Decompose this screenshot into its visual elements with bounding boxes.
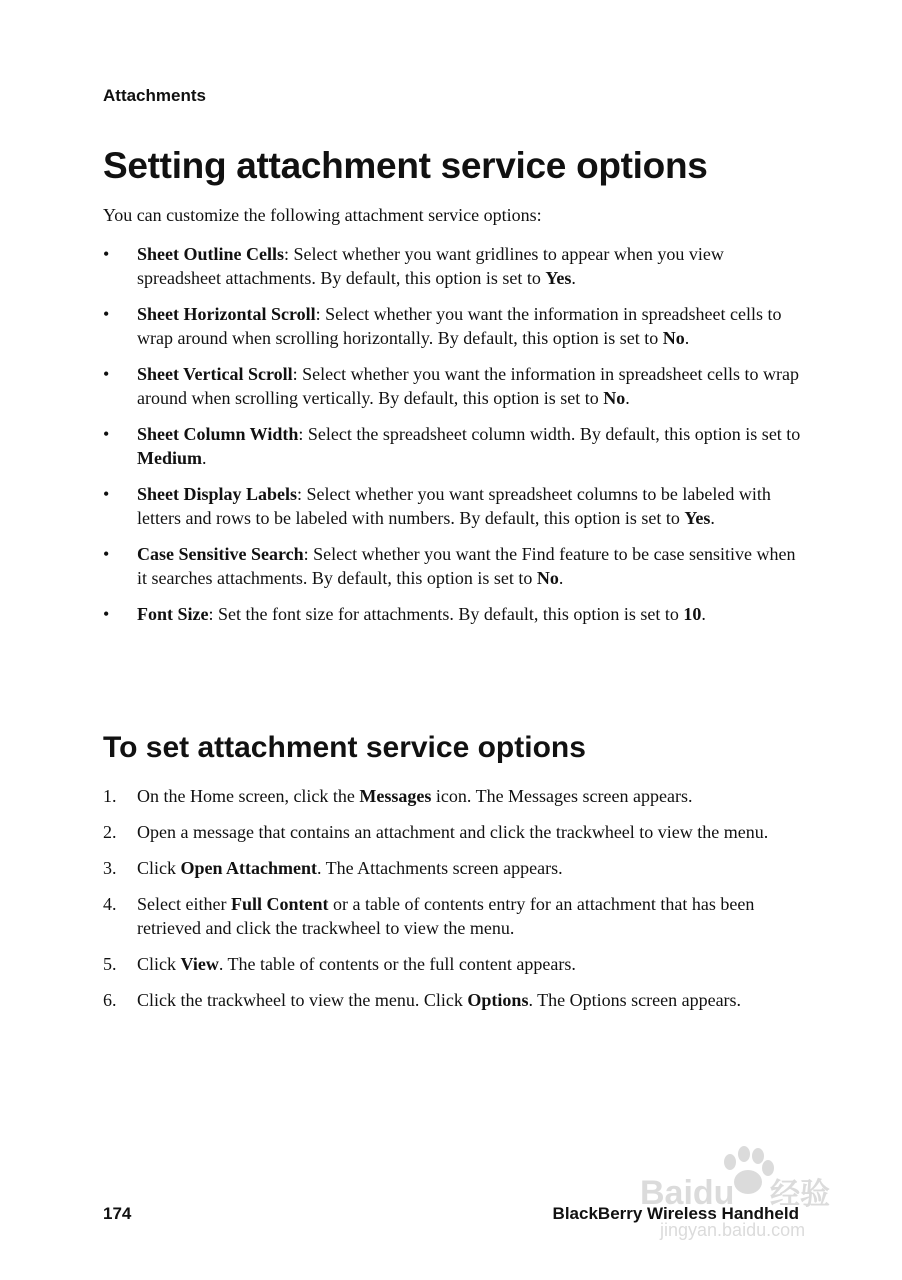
option-description: : Select whether you want spreadsheet columns to be labeled with letters and rows to be labeled with numbers. By default, this option is set to xyxy=(137,484,771,528)
step-item xyxy=(103,784,803,808)
step-ui-term: View xyxy=(180,954,219,974)
punctuation: . xyxy=(625,388,630,408)
step-text: . The table of contents or the full content appears. xyxy=(218,954,576,974)
step-text: On the Home screen, click the xyxy=(137,786,360,806)
punctuation: . xyxy=(701,604,706,624)
option-description: : Select whether you want gridlines to appear when you view spreadsheet attachments. By default, this option is set to xyxy=(137,244,724,288)
watermark-suffix: 经验 xyxy=(770,1178,830,1211)
step-number: 2. xyxy=(103,822,117,842)
punctuation: . xyxy=(558,568,564,588)
step-text: or a table of contents entry for an attachment that has been retrieved and click the trackwheel to view the menu. xyxy=(137,894,755,938)
bullet: • xyxy=(103,544,110,564)
watermark-brand: Baidu xyxy=(640,1174,735,1212)
step-item xyxy=(103,820,803,844)
list-item xyxy=(103,362,803,410)
list-item xyxy=(103,482,803,530)
step-item xyxy=(103,952,803,976)
page-number: 174 xyxy=(103,1204,132,1223)
option-default: No xyxy=(603,388,626,408)
option-default: 10 xyxy=(683,604,702,624)
bullet: • xyxy=(103,244,110,264)
step-text: . The Attachments screen appears. xyxy=(317,858,563,878)
option-name: Case Sensitive Search xyxy=(137,544,304,564)
option-name: Sheet Column Width xyxy=(137,424,299,444)
step-text: Click xyxy=(137,858,181,878)
option-name: Sheet Display Labels xyxy=(137,484,298,504)
option-name: Font Size xyxy=(137,604,209,624)
step-item xyxy=(103,892,803,940)
option-name: Sheet Vertical Scroll xyxy=(137,364,293,384)
step-text: . The Options screen appears. xyxy=(528,990,742,1010)
bullet: • xyxy=(103,424,110,444)
bullet: • xyxy=(103,604,110,624)
step-item xyxy=(103,988,803,1012)
option-default: Medium xyxy=(137,448,202,468)
step-number: 6. xyxy=(103,990,117,1010)
option-description: : Select whether you want the Find feature to be case sensitive when it searches attachments. By default, this option is set to xyxy=(137,544,796,588)
step-text: Select either xyxy=(137,894,231,914)
option-default: Yes xyxy=(684,508,711,528)
step-ui-term: Options xyxy=(467,990,529,1010)
list-item xyxy=(103,242,803,290)
watermark-url: jingyan.baidu.com xyxy=(660,1220,806,1240)
punctuation: . xyxy=(202,448,207,468)
option-name: Sheet Horizontal Scroll xyxy=(137,304,316,324)
step-text: Click the trackwheel to view the menu. Click xyxy=(137,990,468,1010)
step-ui-term: Full Content xyxy=(230,894,329,914)
step-number: 4. xyxy=(103,894,117,914)
step-item xyxy=(103,856,803,880)
option-description: : Select whether you want the information in spreadsheet cells to wrap around when scrolling vertically. By default, this option is set to xyxy=(137,364,800,408)
step-number: 1. xyxy=(103,786,117,806)
step-ui-term: Messages xyxy=(359,786,432,806)
list-item xyxy=(103,542,803,590)
list-item xyxy=(103,302,803,350)
punctuation: . xyxy=(571,268,576,288)
option-default: No xyxy=(536,568,559,588)
footer-book-title: BlackBerry Wireless Handheld xyxy=(552,1204,799,1223)
option-default: No xyxy=(662,328,685,348)
step-text: Open a message that contains an attachment and click the trackwheel to view the menu. xyxy=(137,822,769,842)
option-description: : Set the font size for attachments. By default, this option is set to xyxy=(208,604,684,624)
baidu-watermark-logo xyxy=(640,1140,860,1250)
option-name: Sheet Outline Cells xyxy=(137,244,284,264)
section-heading: To set attachment service options xyxy=(103,731,586,764)
bullet: • xyxy=(103,364,110,384)
punctuation: . xyxy=(710,508,715,528)
step-text: Click xyxy=(137,954,181,974)
running-head: Attachments xyxy=(103,86,206,105)
step-number: 5. xyxy=(103,954,117,974)
step-ui-term: Open Attachment xyxy=(180,858,317,878)
step-text: icon. The Messages screen appears. xyxy=(431,786,693,806)
options-list xyxy=(103,242,803,638)
list-item xyxy=(103,602,803,626)
steps-list xyxy=(103,784,803,1024)
option-default: Yes xyxy=(545,268,572,288)
punctuation: . xyxy=(684,328,690,348)
intro-paragraph: You can customize the following attachment service options: xyxy=(103,205,542,225)
list-item xyxy=(103,422,803,470)
bullet: • xyxy=(103,484,110,504)
option-description: : Select the spreadsheet column width. By default, this option is set to xyxy=(298,424,801,444)
option-description: : Select whether you want the information in spreadsheet cells to wrap around when scrolling horizontally. By default, this option is set to xyxy=(137,304,782,348)
step-number: 3. xyxy=(103,858,117,878)
page-title: Setting attachment service options xyxy=(103,145,708,186)
bullet: • xyxy=(103,304,110,324)
